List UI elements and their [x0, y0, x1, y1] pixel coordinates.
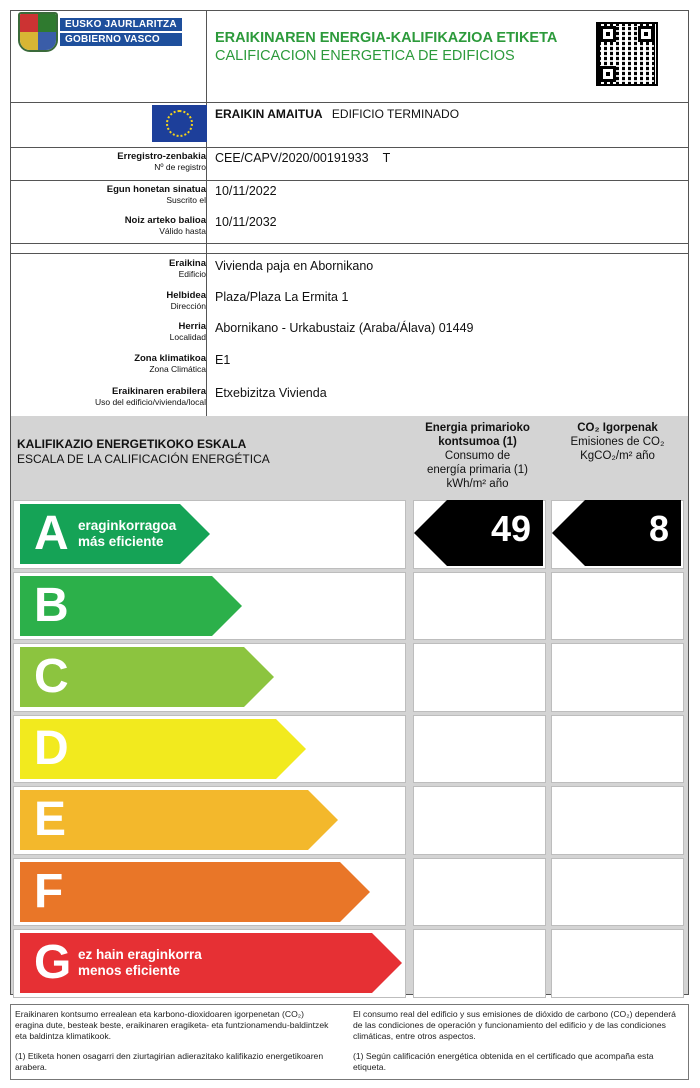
co2-cell	[551, 643, 684, 712]
building-use-value: Etxebizitza Vivienda	[215, 386, 327, 400]
divider	[11, 253, 688, 254]
co2-column-header: CO₂ Igorpenak Emisiones de CO₂ KgCO₂/m² año	[570, 422, 665, 462]
energy-column-header: Energia primarioko kontsumoa (1) Consumo de energía primaria (1) kWh/m² año	[425, 422, 530, 490]
footer-text-basque: Eraikinaren kontsumo errealean eta karbono-dioxidoaren igorpenetan (CO₂) eragina dute, besteak beste, eraikinaren eragiketa- eta funtzionamendu-baldintzek eta baldintza klimatikook.	[15, 1009, 329, 1041]
class-bar-d	[20, 719, 306, 779]
co2-cell	[551, 715, 684, 784]
co2-cell	[551, 929, 684, 998]
status-basque: ERAIKIN AMAITUA	[215, 107, 323, 121]
locality-label: Herria Localidad	[169, 321, 206, 342]
eu-flag-icon	[152, 105, 207, 142]
registry-value: CEE/CAPV/2020/00191933 T	[215, 151, 391, 165]
co2-cell	[551, 572, 684, 641]
climate-zone-value: E1	[215, 353, 231, 367]
class-letter: A	[34, 507, 69, 560]
energy-cell	[413, 572, 546, 641]
energy-cell	[413, 715, 546, 784]
class-letter: E	[34, 793, 67, 846]
energy-rating-indicator	[414, 500, 543, 566]
least-efficient-label: ez hain eraginkorra menos eficiente	[78, 947, 202, 978]
class-letter: B	[34, 578, 69, 632]
footer-text-spanish: El consumo real del edificio y sus emisiones de dióxido de carbono (CO₂) dependerá de las condiciones de operación y funcionamiento del edificio y de las condiciones climáticas, entre otros aspectos.	[353, 1009, 676, 1041]
title-spanish: CALIFICACION ENERGETICA DE EDIFICIOS	[215, 48, 515, 64]
class-bar-a	[20, 504, 210, 564]
footer-note-basque: (1) Etiketa honen osagarri den ziurtagirian adierazitako kalifikazio energetikoaren arabera.	[15, 1051, 324, 1072]
coat-of-arms-icon	[18, 12, 58, 52]
class-bar-b	[20, 576, 242, 636]
climate-zone-label: Zona klimatikoa Zona Climática	[134, 353, 206, 374]
building-use-label: Eraikinaren erabilera Uso del edificio/vivienda/local	[94, 386, 206, 407]
qr-code-icon	[596, 22, 658, 86]
energy-rating-indicator-value: 49	[490, 508, 531, 549]
class-arrow-shape	[20, 862, 370, 922]
address-label: Helbidea Dirección	[166, 290, 206, 311]
building-name-label: Eraikina Edificio	[169, 258, 206, 279]
building-name-value: Vivienda paja en Abornikano	[215, 259, 374, 273]
energy-cell	[413, 643, 546, 712]
signed-date-label: Egun honetan sinatua Suscrito el	[106, 184, 206, 205]
divider	[206, 11, 207, 416]
energy-cell	[413, 786, 546, 855]
logo-line-2: GOBIERNO VASCO	[60, 33, 182, 46]
co2-rating-indicator-value: 8	[648, 508, 669, 549]
divider	[11, 243, 688, 244]
footer-note-spanish: (1) Según calificación energética obtenida en el certificado que acompaña esta etiqueta.	[353, 1051, 654, 1072]
signed-date-value: 10/11/2022	[215, 184, 277, 198]
valid-until-value: 10/11/2032	[215, 215, 277, 229]
status-spanish: EDIFICIO TERMINADO	[331, 107, 460, 121]
class-bar-f	[20, 862, 370, 922]
class-arrow-shape	[20, 790, 338, 850]
class-bar-c	[20, 647, 274, 707]
valid-until-label: Noiz arteko balioa Válido hasta	[124, 215, 206, 236]
registry-label: Erregistro-zenbakia Nº de registro	[117, 151, 206, 172]
title-basque: ERAIKINAREN ENERGIA-KALIFIKAZIOA ETIKETA	[215, 30, 558, 46]
divider	[11, 102, 688, 103]
energy-cell	[413, 858, 546, 927]
class-bar-g	[20, 933, 402, 993]
scale-title-spanish: ESCALA DE LA CALIFICACIÓN ENERGÉTICA	[17, 452, 270, 466]
scale-title-basque: KALIFIKAZIO ENERGETIKOKO ESKALA	[17, 437, 247, 451]
class-letter: G	[34, 936, 72, 989]
co2-cell	[551, 786, 684, 855]
class-letter: F	[34, 864, 64, 918]
address-value: Plaza/Plaza La Ermita 1	[215, 290, 349, 304]
class-letter: C	[34, 650, 69, 703]
basque-government-logo	[18, 12, 182, 52]
class-letter: D	[34, 721, 69, 775]
logo-line-1: EUSKO JAURLARITZA	[60, 18, 182, 31]
most-efficient-label: eraginkorragoa más eficiente	[78, 518, 177, 549]
energy-cell	[413, 929, 546, 998]
building-status	[215, 107, 459, 121]
footer	[10, 1004, 689, 1080]
divider	[11, 180, 688, 181]
class-bar-e	[20, 790, 338, 850]
divider	[11, 147, 688, 148]
locality-value: Abornikano - Urkabustaiz (Araba/Álava) 01449	[215, 321, 474, 335]
co2-cell	[551, 858, 684, 927]
co2-rating-indicator	[552, 500, 681, 566]
